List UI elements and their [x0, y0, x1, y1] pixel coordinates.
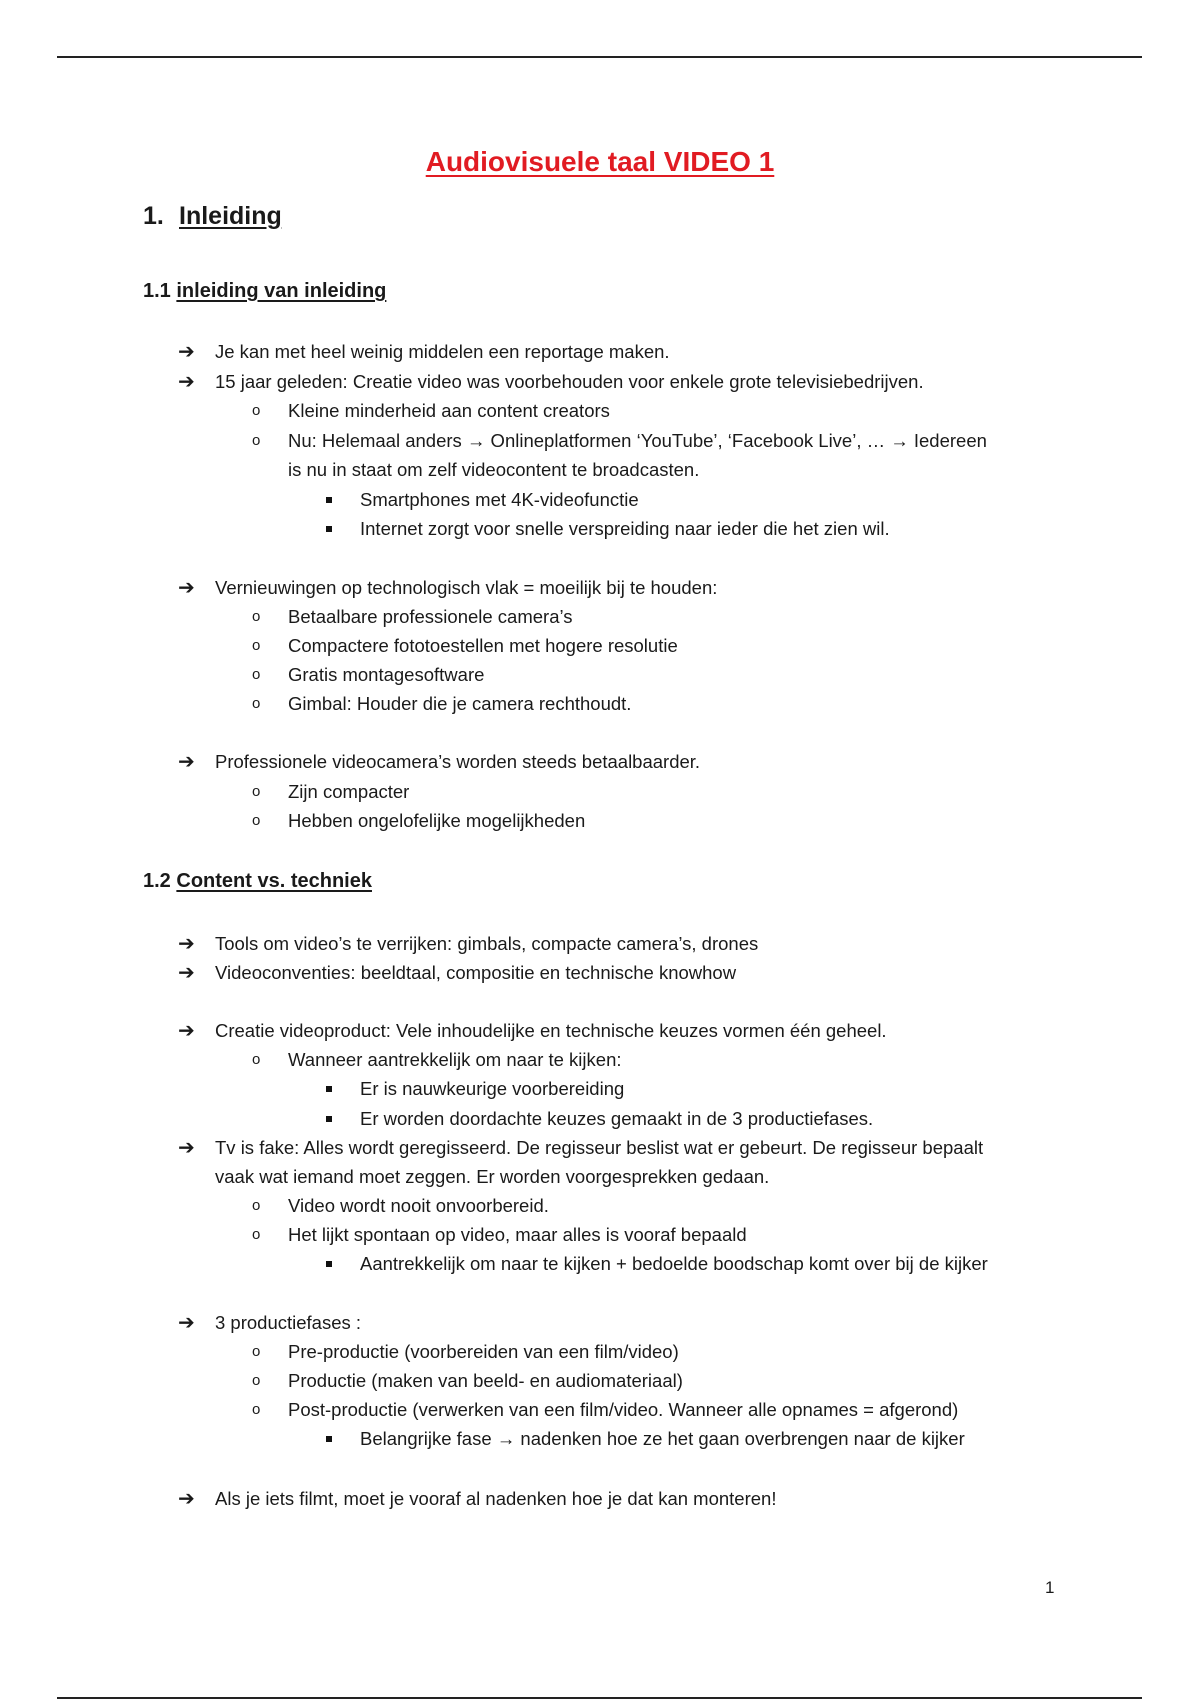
right-arrow-icon: ➔: [178, 1020, 195, 1042]
circle-bullet-icon: o: [252, 812, 261, 829]
circle-bullet-icon: o: [252, 1051, 261, 1068]
list-item: Tools om video’s te verrijken: gimbals, compacte camera’s, drones: [215, 933, 759, 954]
circle-bullet-icon: o: [252, 666, 261, 683]
circle-bullet-icon: o: [252, 608, 261, 625]
list-item: Gratis montagesoftware: [288, 664, 485, 685]
list-item: Professionele videocamera’s worden steeds betaalbaarder.: [215, 751, 701, 772]
circle-bullet-icon: o: [252, 1401, 261, 1418]
right-arrow-icon: ➔: [178, 341, 195, 363]
square-bullet-icon: [326, 1086, 332, 1092]
section-title: Inleiding: [179, 202, 282, 230]
right-arrow-icon: ➔: [178, 1312, 195, 1334]
square-bullet-icon: [326, 526, 332, 532]
list-item: Internet zorgt voor snelle verspreiding naar ieder die het zien wil.: [360, 518, 890, 539]
list-item: Je kan met heel weinig middelen een reportage maken.: [215, 341, 670, 362]
header-rule: [57, 56, 1142, 58]
list-item: Het lijkt spontaan op video, maar alles is vooraf bepaald: [288, 1224, 747, 1245]
list-item: Smartphones met 4K-videofunctie: [360, 489, 639, 510]
list-item: Als je iets filmt, moet je vooraf al nadenken hoe je dat kan monteren!: [215, 1488, 777, 1509]
footer-rule: [57, 1697, 1142, 1699]
square-bullet-icon: [326, 497, 332, 503]
list-item-continuation: vaak wat iemand moet zeggen. Er worden voorgesprekken gedaan.: [215, 1166, 770, 1187]
subsection-heading-1-2: [143, 870, 372, 893]
page-number: 1: [1045, 1578, 1055, 1597]
right-arrow-icon: ➔: [178, 1137, 195, 1159]
list-item: Er is nauwkeurige voorbereiding: [360, 1078, 625, 1099]
list-item: Nu: Helemaal anders → Onlineplatformen ‘YouTube’, ‘Facebook Live’, … → Iedereen: [288, 430, 987, 451]
list-item: Belangrijke fase → nadenken hoe ze het gaan overbrengen naar de kijker: [360, 1428, 965, 1449]
right-arrow-icon: ➔: [178, 371, 195, 393]
circle-bullet-icon: o: [252, 1343, 261, 1360]
circle-bullet-icon: o: [252, 402, 261, 419]
right-arrow-icon: ➔: [178, 751, 195, 773]
right-arrow-icon: ➔: [178, 577, 195, 599]
subsection-number: 1.1: [143, 280, 171, 302]
list-item: Tv is fake: Alles wordt geregisseerd. De regisseur beslist wat er gebeurt. De regisseur bepaalt: [215, 1137, 984, 1158]
list-item: Hebben ongelofelijke mogelijkheden: [288, 810, 586, 831]
square-bullet-icon: [326, 1436, 332, 1442]
circle-bullet-icon: o: [252, 783, 261, 800]
list-item: Betaalbare professionele camera’s: [288, 606, 573, 627]
square-bullet-icon: [326, 1261, 332, 1267]
list-item: Vernieuwingen op technologisch vlak = moeilijk bij te houden:: [215, 577, 718, 598]
document-title: Audiovisuele taal VIDEO 1: [425, 146, 775, 177]
list-item: Videoconventies: beeldtaal, compositie en technische knowhow: [215, 962, 737, 983]
list-item-continuation: is nu in staat om zelf videocontent te broadcasten.: [288, 459, 700, 480]
section-number: 1.: [143, 202, 164, 230]
list-item: Post-productie (verwerken van een film/video. Wanneer alle opnames = afgerond): [288, 1399, 959, 1420]
subsection-title: Content vs. techniek: [176, 870, 372, 892]
list-item: Kleine minderheid aan content creators: [288, 400, 610, 421]
circle-bullet-icon: o: [252, 1226, 261, 1243]
circle-bullet-icon: o: [252, 432, 261, 449]
subsection-heading-1-1: [143, 280, 386, 303]
list-item: Compactere fototoestellen met hogere resolutie: [288, 635, 678, 656]
section-heading-inleiding: [143, 202, 282, 231]
list-item: Pre-productie (voorbereiden van een film/video): [288, 1341, 679, 1362]
list-item: 3 productiefases :: [215, 1312, 362, 1333]
circle-bullet-icon: o: [252, 637, 261, 654]
circle-bullet-icon: o: [252, 1372, 261, 1389]
list-item: Gimbal: Houder die je camera rechthoudt.: [288, 693, 632, 714]
list-item: Creatie videoproduct: Vele inhoudelijke en technische keuzes vormen één geheel.: [215, 1020, 887, 1041]
square-bullet-icon: [326, 1116, 332, 1122]
circle-bullet-icon: o: [252, 1197, 261, 1214]
right-arrow-icon: ➔: [178, 1488, 195, 1510]
list-item: Wanneer aantrekkelijk om naar te kijken:: [288, 1049, 622, 1070]
list-item: 15 jaar geleden: Creatie video was voorbehouden voor enkele grote televisiebedrijven.: [215, 371, 924, 392]
list-item: Zijn compacter: [288, 781, 410, 802]
list-item: Video wordt nooit onvoorbereid.: [288, 1195, 549, 1216]
subsection-number: 1.2: [143, 870, 171, 892]
list-item: Productie (maken van beeld- en audiomateriaal): [288, 1370, 683, 1391]
right-arrow-icon: ➔: [178, 962, 195, 984]
right-arrow-icon: ➔: [178, 933, 195, 955]
list-item: Aantrekkelijk om naar te kijken + bedoelde boodschap komt over bij de kijker: [360, 1253, 988, 1274]
circle-bullet-icon: o: [252, 695, 261, 712]
list-item: Er worden doordachte keuzes gemaakt in de 3 productiefases.: [360, 1108, 874, 1129]
subsection-title: inleiding van inleiding: [176, 280, 387, 302]
